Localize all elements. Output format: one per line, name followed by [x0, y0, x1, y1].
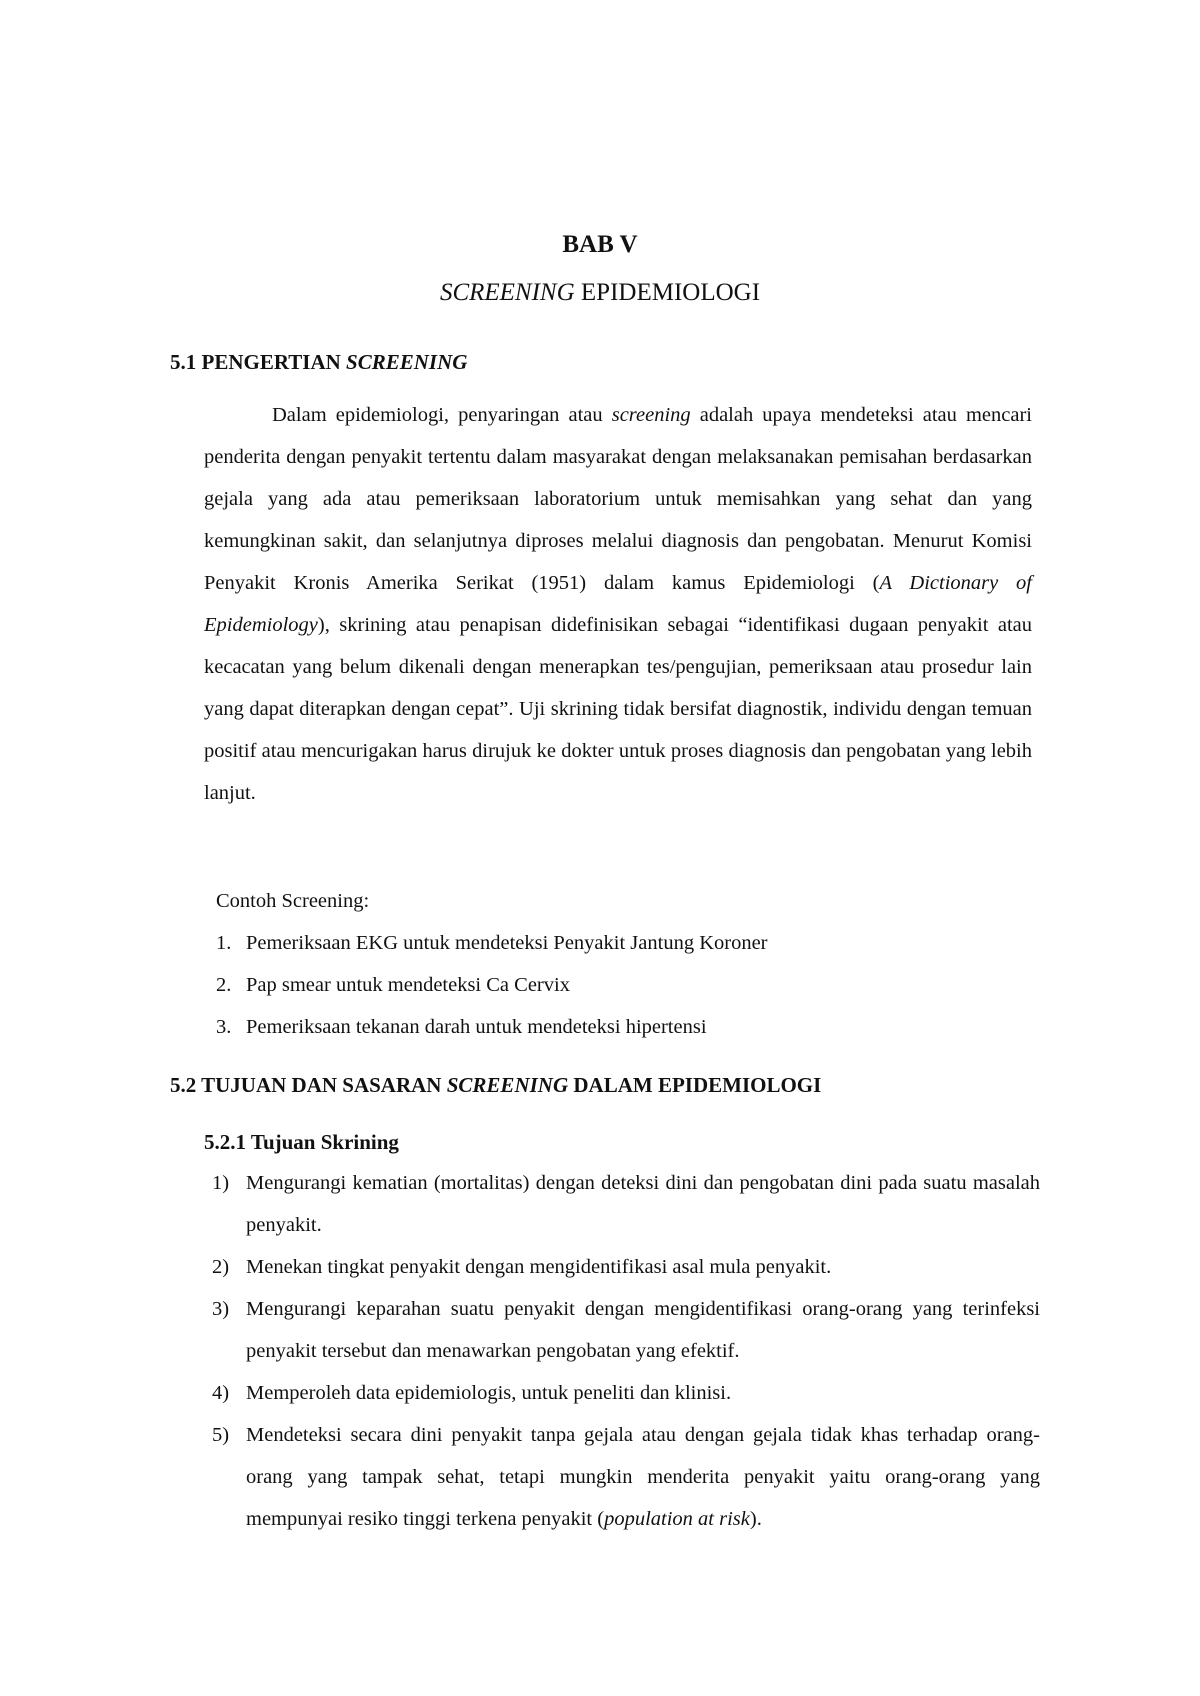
goal-5-text: Mendeteksi secara dini penyakit tanpa gejala atau dengan gejala tidak khas terhadap orang-orang yang tampak sehat, tetapi mungkin menderita penyakit yaitu orang-orang yang mempunyai resiko tinggi terkena penyakit (	[246, 1424, 1040, 1530]
list-item-text: Menekan tingkat penyakit dengan mengidentifikasi asal mula penyakit.	[246, 1256, 832, 1278]
section-2-heading	[170, 1072, 1050, 1098]
list-item	[204, 1414, 1040, 1540]
list-item-number: 4)	[212, 1382, 230, 1404]
list-item	[204, 930, 1040, 956]
list-item-text: Mengurangi keparahan suatu penyakit dengan mengidentifikasi orang-orang yang terinfeksi penyakit tersebut dan menawarkan pengobatan yang efektif.	[246, 1298, 1040, 1362]
list-item-text: Pap smear untuk mendeteksi Ca Cervix	[246, 974, 570, 996]
chapter-title-rest: EPIDEMIOLOGI	[574, 279, 761, 306]
para-text-2: adalah upaya mendeteksi atau mencari penderita dengan penyakit tertentu dalam masyarakat dengan melaksanakan pemisahan berdasarkan gejala yang ada atau pemeriksaan laboratorium untuk memisahkan yang sehat dan yang kemungkinan sakit, dan selanjutnya diproses melalui diagnosis dan pengobatan. Menurut Komisi Penyakit Kronis Amerika Serikat (1951) dalam kamus Epidemiologi (	[204, 404, 1032, 594]
list-item-number: 2)	[212, 1256, 230, 1278]
list-item-number: 1)	[212, 1172, 230, 1194]
list-item-text: Mengurangi kematian (mortalitas) dengan deteksi dini dan pengobatan dini pada suatu masalah penyakit.	[246, 1172, 1040, 1236]
para-italic-screening: screening	[611, 404, 691, 426]
chapter-label: BAB V	[562, 231, 638, 258]
subsection-heading: 5.2.1 Tujuan Skrining	[204, 1130, 399, 1154]
list-item-number: 2.	[216, 974, 232, 996]
list-item-number: 3.	[216, 1016, 232, 1038]
section-1-heading-text: 5.1 PENGERTIAN	[170, 350, 347, 374]
section-1-heading-italic: SCREENING	[346, 350, 468, 374]
para-text-3: ), skrining atau penapisan didefinisikan sebagai “identifikasi dugaan penyakit atau kecacatan yang belum dikenali dengan menerapkan tes/pengujian, pemeriksaan atau prosedur lain yang dapat diterapkan dengan cepat”. Uji skrining tidak bersifat diagnostik, individu dengan temuan positif atau mencurigakan harus dirujuk ke dokter untuk proses diagnosis dan pengobatan yang lebih lanjut.	[204, 614, 1032, 804]
section-2-heading-a: 5.2 TUJUAN DAN SASARAN	[170, 1073, 447, 1097]
examples-label: Contoh Screening:	[216, 890, 370, 912]
para-text-1: Dalam epidemiologi, penyaringan atau	[272, 404, 612, 426]
list-item-number: 1.	[216, 932, 232, 954]
chapter-title	[0, 278, 1200, 308]
goal-5-end: ).	[749, 1508, 762, 1530]
examples-list	[204, 930, 1040, 1056]
section-2-heading-b: DALAM EPIDEMIOLOGI	[568, 1073, 822, 1097]
section-1-heading	[170, 349, 1050, 375]
list-item-number: 3)	[212, 1298, 230, 1320]
goals-list	[204, 1162, 1040, 1540]
list-item	[204, 972, 1040, 998]
list-item	[204, 1372, 1040, 1414]
list-item	[204, 1288, 1040, 1372]
definition-paragraph	[204, 394, 1032, 814]
list-item-text	[246, 1414, 1040, 1540]
list-item-text: Memperoleh data epidemiologis, untuk peneliti dan klinisi.	[246, 1382, 732, 1404]
para-italic-dictionary: A Dictionary of Epidemiology	[204, 572, 1033, 636]
list-item	[204, 1014, 1040, 1040]
list-item-number: 5)	[212, 1424, 230, 1446]
goal-5-italic: population at risk	[604, 1508, 750, 1530]
list-item	[204, 1246, 1040, 1288]
chapter-title-italic: SCREENING	[439, 279, 575, 306]
list-item	[204, 1162, 1040, 1246]
list-item-text: Pemeriksaan tekanan darah untuk mendeteksi hipertensi	[246, 1016, 707, 1038]
list-item-text: Pemeriksaan EKG untuk mendeteksi Penyakit Jantung Koroner	[246, 932, 768, 954]
section-2-heading-italic: SCREENING	[446, 1073, 569, 1097]
